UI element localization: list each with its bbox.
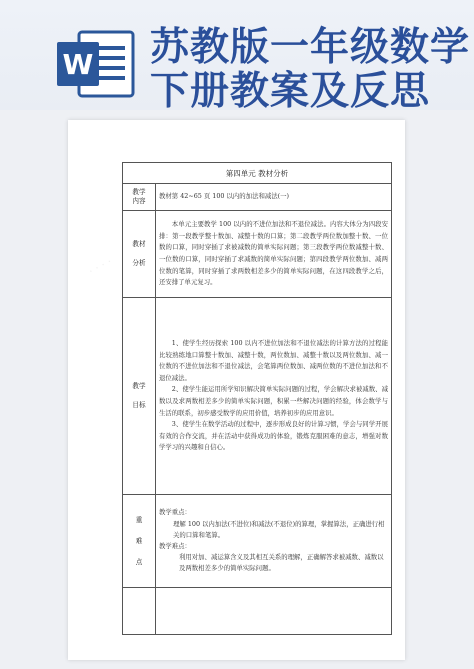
logo-letter: W xyxy=(62,48,94,81)
table-row-empty xyxy=(123,588,392,635)
row-label: 教材 分析 xyxy=(123,211,156,298)
row-label: 教学 目标 xyxy=(123,298,156,495)
lesson-table xyxy=(122,162,392,635)
row-content: 教学重点： 理解 100 以内加法(不进位)和减法(不退位)的算理，掌握算法，正确进行相关的口算和笔算。 教学难点： 利用对加、减运算含义及其相互关系的理解，正确解答求被减数、减数以及两数相差多少的简单实际问题。 xyxy=(156,495,392,588)
table-title: 第四单元 教材分析 xyxy=(123,163,392,184)
word-doc-icon xyxy=(55,28,135,100)
row-label: 重 难 点 xyxy=(123,495,156,588)
page-title-line1: 苏教版一年级数学 xyxy=(150,25,471,70)
table-row xyxy=(123,211,392,298)
table-row xyxy=(123,495,392,588)
watermark: · · · · xyxy=(86,255,115,278)
header-banner xyxy=(0,0,474,114)
page-title-line2: 下册教案及反思 xyxy=(150,69,431,114)
row-label xyxy=(123,588,156,635)
row-content xyxy=(156,588,392,635)
table-title-row xyxy=(123,163,392,184)
row-content: 本单元主要教学 100 以内的不进位加法和不退位减法。内容大体分为四段安排：第一段教学整十数加、减整十数的口算；第二段教学两位数加整十数、一位数的口算，同时穿插了求被减数的简单实际问题；第三段教学两位数减整十数、一位数的口算，同时穿插了求减数的简单实际问题；第四段教学两位数加、减两位数的笔算，同时穿插了求两数相差多少的简单实际问题，在这四段教学之后，还安排了单元复习。 xyxy=(156,211,392,298)
row-content: 1、使学生经历探索 100 以内不进位加法和不退位减法的计算方法的过程能比较熟练地口算整十数加、减整十数，两位数加、减整十数以及两位数加、减一位数的不进位加法和不退位减法，会笔算两位数加、减两位数的不进位加法和不退位减法。 2、使学生能运用所学知识解决简单实际问题的过程，学会解决求被减数、减数以及求两数相差多少的简单实际问题，积累一些解决问题的经验，体会数学与生活的联系，初步感受数学的应用价值，培养初步的应用意识。 3、使学生在数学活动的过程中，逐步形成良好的计算习惯，学会与同学开展有效的合作交流，并在活动中获得成功的体验，锻炼克服困难的意志，增强对数学学习的兴趣和自信心。 xyxy=(156,298,392,495)
row-label: 教学 内容 xyxy=(123,184,156,211)
table-row xyxy=(123,298,392,495)
row-content: 教材第 42~65 页 100 以内的加法和减法(一) xyxy=(156,184,392,211)
document-page xyxy=(68,120,405,660)
table-row xyxy=(123,184,392,211)
